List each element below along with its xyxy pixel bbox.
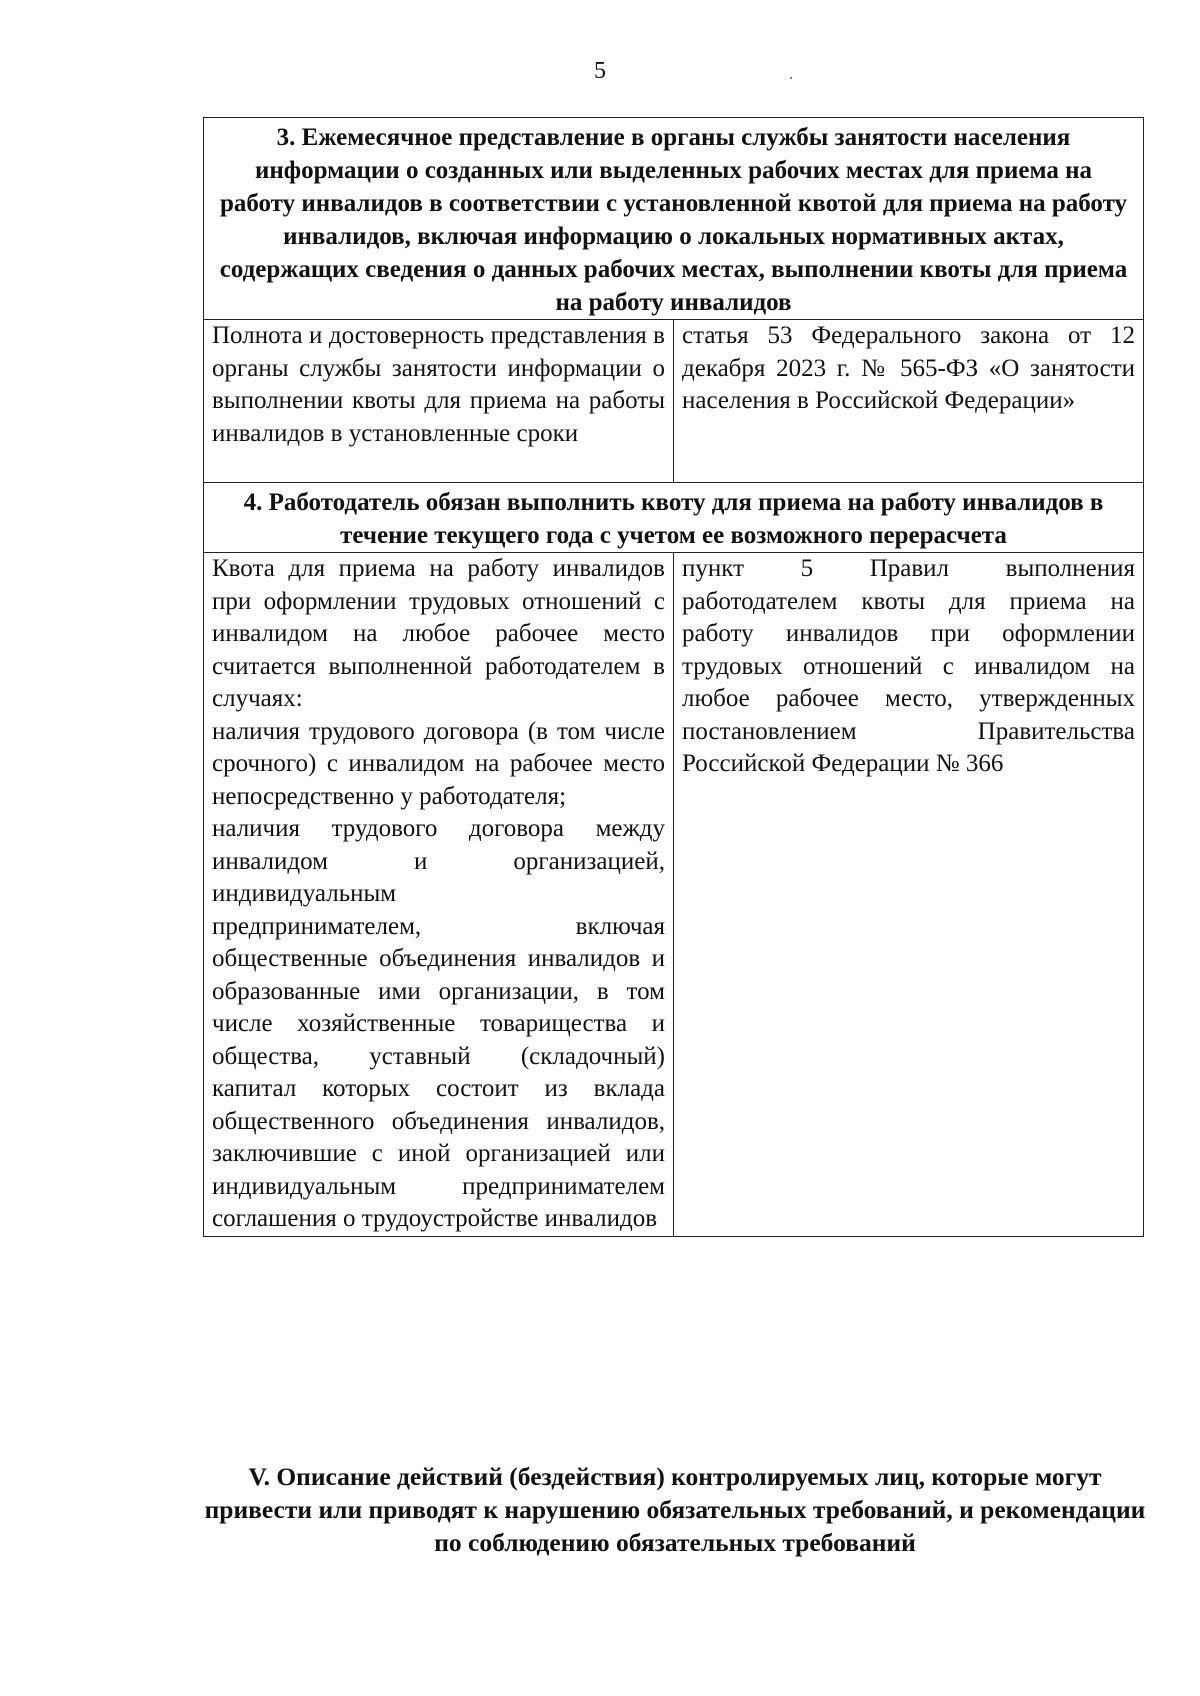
section-3-legal-basis (674, 320, 1144, 483)
section-3-heading-row (204, 118, 1144, 320)
section-4-heading: 4. Работодатель обязан выполнить квоту для приема на работу инвалидов в течение текущего года с учетом ее возможного перерасчета (204, 483, 1144, 553)
section-4-requirement-text: Квота для приема на работу инвалидов при оформлении трудовых отношений с инвалидом на любое рабочее место считается выполненной работодателем в случаях: наличия трудового договора (в том числе срочного) с инвалидом на рабочее место непосредственно у работодателя; наличия трудового договора между инвалидом и организацией, индивидуальным предпринимателем, включая общественные объединения инвалидов и образованные ими организации, в том числе хозяйственные товарищества и общества, уставный (складочный) капитал которых состоит из вклада общественного объединения инвалидов, заключившие с иной организацией или индивидуальным предпринимателем соглашения о трудоустройстве инвалидов (212, 555, 665, 1232)
requirements-table (203, 117, 1144, 1237)
scan-speck (790, 77, 792, 79)
section-4-content-row (204, 553, 1144, 1237)
section-3-legal-basis-text: статья 53 Федерального закона от 12 декабря 2023 г. № 565-ФЗ «О занятости населения в Российской Федерации» (682, 322, 1135, 414)
page-number: 5 (594, 58, 606, 84)
section-4-legal-basis (674, 553, 1144, 1237)
section-4-legal-basis-text: пункт 5 Правил выполнения работодателем квоты для приема на работу инвалидов при оформлении трудовых отношений с инвалидом на любое рабочее место, утвержденных постановлением Правительства Российской Федерации № 366 (682, 555, 1135, 777)
section-3-heading: 3. Ежемесячное представление в органы службы занятости населения информации о созданных или выделенных рабочих местах для приема на работу инвалидов в соответствии с установленной квотой для приема на работу инвалидов, включая информацию о локальных нормативных актах, содержащих сведения о данных рабочих местах, выполнении квоты для приема на работу инвалидов (204, 118, 1144, 320)
section-3-content-row (204, 320, 1144, 483)
section-v-title: V. Описание действий (бездействия) контролируемых лиц, которые могут привести или приводят к нарушению обязательных требований, и рекомендации по соблюдению обязательных требований (204, 1462, 1146, 1557)
section-4-requirement (204, 553, 674, 1237)
section-4-heading-row (204, 483, 1144, 553)
section-3-requirement (204, 320, 674, 483)
section-3-requirement-text: Полнота и достоверность представления в органы службы занятости информации о выполнении квоты для приема на работы инвалидов в установленные сроки (212, 322, 665, 447)
